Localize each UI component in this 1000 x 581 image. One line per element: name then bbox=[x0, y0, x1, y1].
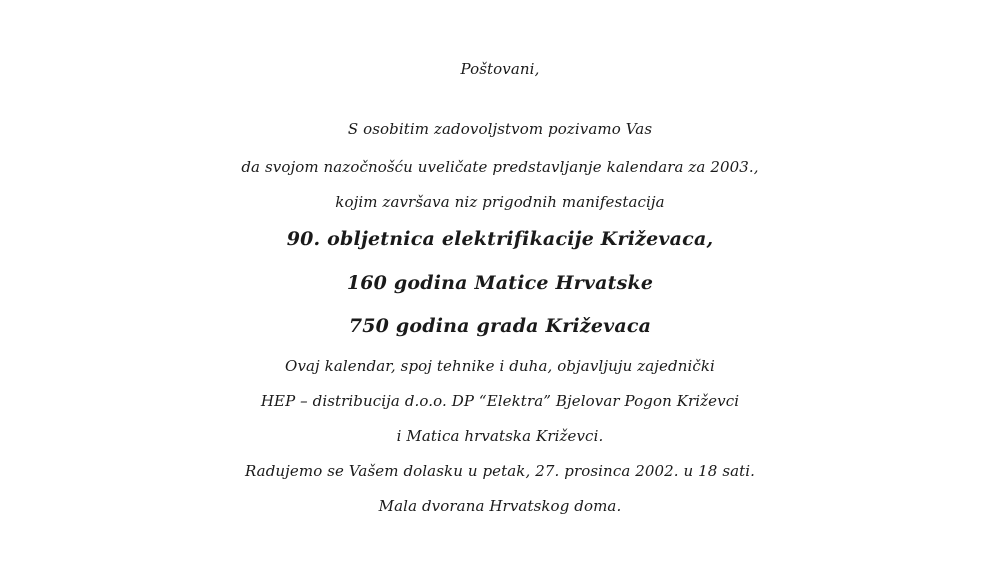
anniversary-matica: 160 godina Matice Hrvatske bbox=[346, 272, 654, 294]
body-line-date: Radujemo se Vašem dolasku u petak, 27. prosinca 2002. u 18 sati. bbox=[244, 462, 756, 480]
body-line-matica: i Matica hrvatska Križevci. bbox=[396, 427, 604, 445]
anniversary-electrification: 90. obljetnica elektrifikacije Križevaca, bbox=[286, 228, 714, 250]
greeting: Poštovani, bbox=[460, 60, 540, 78]
body-line-publishers: Ovaj kalendar, spoj tehnike i duha, objavljuju zajednički bbox=[285, 357, 715, 375]
anniversary-town: 750 godina grada Križevaca bbox=[348, 315, 652, 337]
intro-line-3: kojim završava niz prigodnih manifestacija bbox=[335, 193, 665, 211]
intro-line-1: S osobitim zadovoljstvom pozivamo Vas bbox=[347, 120, 653, 138]
body-line-hep: HEP – distribucija d.o.o. DP “Elektra” Bjelovar Pogon Križevci bbox=[260, 392, 740, 410]
body-line-venue: Mala dvorana Hrvatskog doma. bbox=[378, 497, 622, 515]
intro-line-2: da svojom nazočnošću uveličate predstavljanje kalendara za 2003., bbox=[241, 158, 759, 176]
